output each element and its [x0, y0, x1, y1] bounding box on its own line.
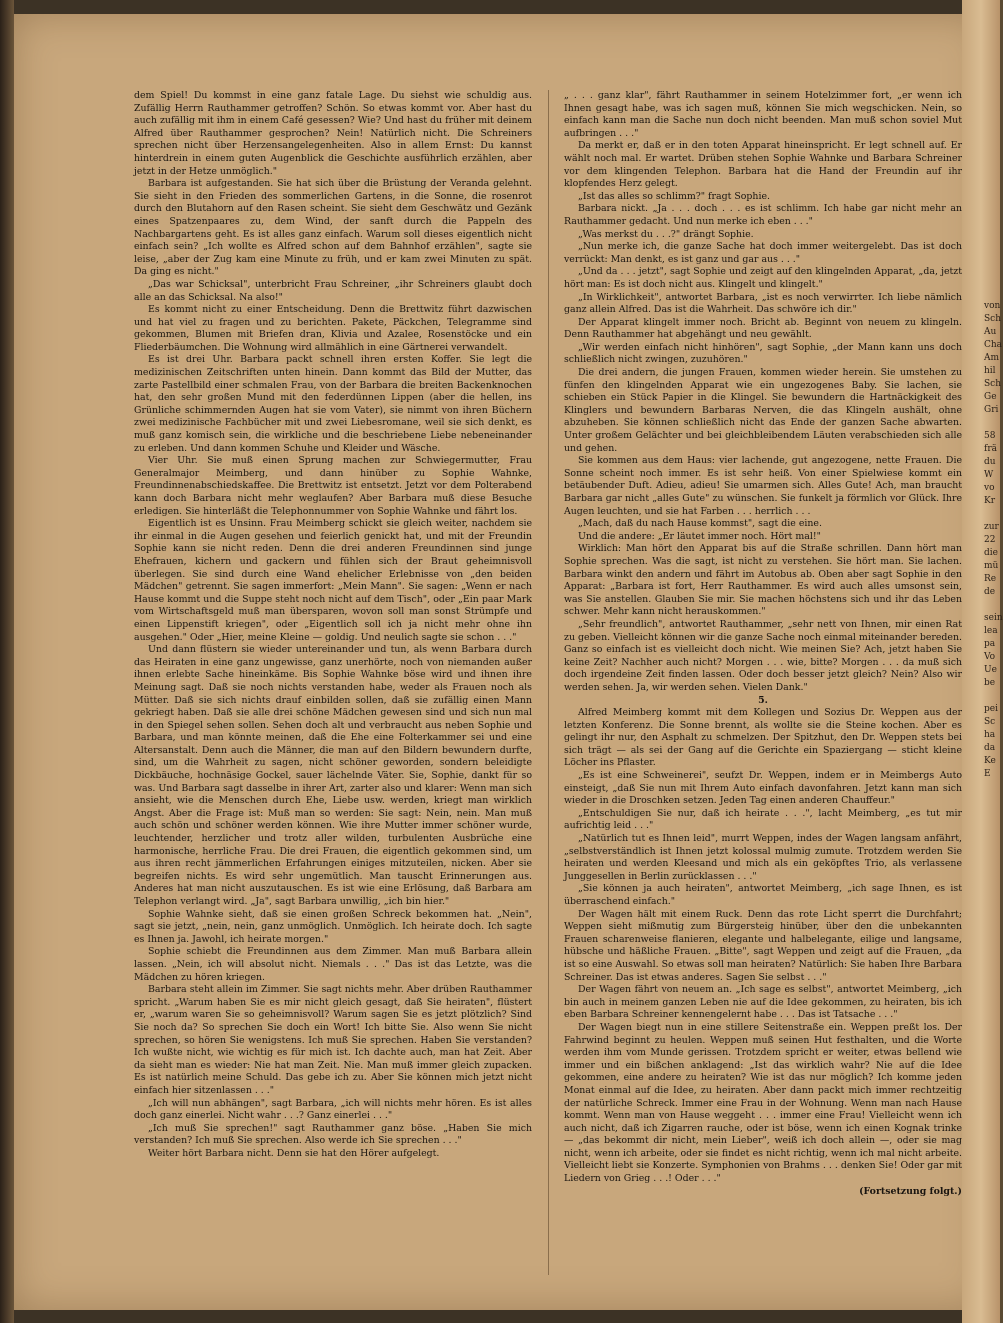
paragraph: „Was merkst du . . .?" drängt Sophie.	[578, 228, 754, 240]
paragraph: Sophie Wahnke sieht, daß sie einen großen Schreck bekommen hat. „Nein", sagt sie jetzt, „nein, nein, ganz unmöglich. Unmöglich. Ich heirate doch. Ich sagte es Ihnen ja. Jawohl, ich heirate morgen."	[134, 908, 532, 945]
section-number: 5.	[758, 694, 768, 706]
paragraph: „Es ist eine Schweinerei", seufzt Dr. Weppen, indem er in Meimbergs Auto einsteigt, „daß Sie nun mit Ihrem Auto einfach davonfahren. Jetzt kann man sich wieder in die Droschken setzen. Jeden Tag einen anderen Chauffeur."	[564, 770, 962, 807]
margin-fragment: de	[984, 587, 996, 597]
margin-fragment: sein	[984, 613, 1003, 623]
adjacent-page-text-fragments	[984, 300, 1003, 781]
margin-fragment	[984, 417, 1000, 430]
margin-fragment: Sc	[984, 717, 996, 727]
paragraph: „Wir werden einfach nicht hinhören", sagt Sophie, „der Mann kann uns doch schließlich nicht zwingen, zuzuhören."	[564, 341, 962, 366]
margin-fragment	[984, 599, 1000, 612]
paragraph: Es ist drei Uhr. Barbara packt schnell ihren ersten Koffer. Sie legt die medizinischen Zeitschriften unten hinein. Dann kommt das Bild der Mutter, das zarte Pastellbild einer schmalen Frau, von der Barbara die breiten Backenknochen hat, den sehr großen Mund mit den federdünnen Lippen (aber die hellen, ins Grünliche schimmernden Augen hat sie vom Vater), sie nimmt von ihren Büchern zwei medizinische Fachbücher mit und zwei Liebesromane, weil sie sich denkt, es muß ganz komisch sein, die wirkliche und die beschriebene Liebe nebeneinander zu erleben. Und dann kommen Schuhe und Kleider und Wäsche.	[134, 354, 532, 454]
paragraph: Der Apparat klingelt immer noch. Bricht ab. Beginnt von neuem zu klingeln. Denn Rauthammer hat abgehängt und neu gewählt.	[564, 316, 962, 341]
margin-fragment: Au	[984, 327, 997, 337]
paragraph: „Mach, daß du nach Hause kommst", sagt die eine.	[578, 518, 822, 530]
paragraph: „Nun merke ich, die ganze Sache hat doch immer weitergelebt. Das ist doch verrückt: Man denkt, es ist ganz und gar aus . . ."	[564, 241, 962, 265]
paragraph: Eigentlich ist es Unsinn. Frau Meimberg schickt sie gleich weiter, nachdem sie ihr einmal in die Augen gesehen und feierlich genickt hat, und mit der Freundin Sophie kann sie nicht reden. Denn die drei anderen Freundinnen sind junge Ehefrauen, kichern und gackern und fühlen sich der Braut geheimnisvoll überlegen. Sie sind durch eine Wand ehelicher Erlebnisse von „den beiden Mädchen" getrennt. Sie sagen immerfort: „Mein Mann". Sie sagen: „Wenn er nach Hause kommt und die Suppe steht noch nicht auf dem Tisch", oder „Ein paar Mark vom Wirtschaftsgeld muß man übersparen, wovon soll man sonst Strümpfe und einen Lippenstift kriegen", oder „Eigentlich soll ich ja nicht mehr ohne ihn ausgehen." Oder „Hier, meine Kleine — goldig. Und neulich sagte sie schon . . ."	[134, 518, 532, 643]
paragraph: Und die andere: „Er läutet immer noch. Hört mal!"	[578, 530, 821, 542]
paragraph: Der Wagen biegt nun in eine stillere Seitenstraße ein. Weppen preßt los. Der Fahrwind beginnt zu heulen. Weppen muß seinen Hut festhalten, und die Worte werden ihm vom Munde gerissen. Trotzdem spricht er weiter, etwas bellend wie immer und ein bißchen anklagend: „Ist das wirklich wahr? Nie auf die Idee gekommen, eine andere zu heiraten? Wie ist das nur möglich? Ich komme jeden Monat einmal auf die Idee, zu heiraten. Aber dann packt mich immer rechtzeitig der natürliche Schreck. Immer eine Frau in der Wohnung. Wenn man nach Hause kommt. Wenn man von Hause weggeht . . . immer eine Frau! Vielleicht wenn ich auch nicht, daß ich Zigarren rauche, oder ist böse, wenn ich einen Kognak trinke — „das bekommt dir nicht, mein Lieber", weiß ich doch allein —, oder sie mag nicht, wenn ich arbeite, oder sie findet es nicht richtig, wenn ich mal nicht arbeite. Vielleicht liebt sie Konzerte. Symphonien von Brahms . . . denken Sie! Oder gar mit Liedern von Grieg . . .! Oder . . ."	[564, 1021, 962, 1185]
paragraph: Weiter hört Barbara nicht. Denn sie hat den Hörer aufgelegt.	[148, 1147, 440, 1159]
continuation-note: (Fortsetzung folgt.)	[859, 1185, 962, 1197]
paragraph: Barbara steht allein im Zimmer. Sie sagt nichts mehr. Aber drüben Rauthammer spricht. „Warum haben Sie es mir nicht gleich gesagt, daß Sie heiraten", flüstert er, „warum waren Sie so geheimnisvoll? Warum sagen Sie es jetzt plötzlich? Sind Sie noch da? So sprechen Sie doch ein Wort! Ich bitte Sie. Also wenn Sie nicht sprechen, so hören Sie wenigstens. Ich muß Sie sprechen. Haben Sie verstanden? Ich wußte nicht, wie wichtig es für mich ist. Ich dachte auch, man hat Zeit. Aber da sieht man es wieder: Nie hat man Zeit. Nie. Man muß immer gleich zupacken. Es ist natürlich meine Schuld. Das gebe ich zu. Aber Sie können mich jetzt nicht einfach hier sitzenlassen . . ."	[134, 984, 532, 1096]
margin-fragment: da	[984, 743, 996, 753]
paragraph: Und dann flüstern sie wieder untereinander und tun, als wenn Barbara durch das Heiraten in eine ganz ungewisse, ganz unerhörte, noch von niemanden außer ihnen erlebte Sache hineinkäme. Bis Sophie Wahnke böse wird und ihnen ihre Meinung sagt. Daß sie noch nichts verstanden habe, weder als Frauen noch als Mütter. Daß sie sich nichts drauf einbilden sollen, daß sie zufällig einen Mann gekriegt haben. Daß sie alle drei schöne Mädchen gewesen sind und sich nun mal in den Spiegel sehen sollen. Sehen doch alt und verbraucht aus neben Sophie und Barbara, und man könnte meinen, daß die Ehe eine Folterkammer sei und eine Altersanstalt. Denn auch die Männer, die man auf den Bildern bewundern durfte, sind, um die Wahrheit zu sagen, nicht schöner geworden, sondern beleidigte Dickbäuche, hochnäsige Gockel, sauer lächelnde Väter. Sie, Sophie, dankt für so was. Und Barbara sagt dasselbe in ihrer Art, zarter also und klarer: Wenn man sich ansieht, wie die Menschen durch Ehe, Liebe usw. werden, kriegt man wirklich Angst. Aber die Frage ist: Muß man so werden: Sie sagt: Nein, nein. Man muß auch schön und schöner werden können. Wie ihre Mutter immer schöner wurde, leuchtender, herzlicher und trotz aller wilden, turbulenten Ausbrüche eine harmonische, herrliche Frau. Die drei Frauen, die eigentlich gekommen sind, um aus ihren recht jämmerlichen Erfahrungen einiges mitzuteilen, nicken. Aber sie begreifen nichts. Es wird sehr ungemütlich. Man tauscht Erinnerungen aus. Anderes hat man nicht auszutauschen. Es ist wie eine Erlösung, daß Barbara am Telephon verlangt wird. „Ja", sagt Barbara unwillig, „ich bin hier."	[134, 644, 532, 907]
margin-fragment: Ue	[984, 665, 997, 675]
paragraph: Sophie schiebt die Freundinnen aus dem Zimmer. Man muß Barbara allein lassen. „Nein, ich will absolut nicht. Niemals . . ." Das ist das Letzte, was die Mädchen zu hören kriegen.	[134, 946, 532, 983]
margin-fragment: du	[984, 457, 996, 467]
paragraph: „Sehr freundlich", antwortet Rauthammer, „sehr nett von Ihnen, mir einen Rat zu geben. Vielleicht können wir die ganze Sache noch einmal miteinander bereden. Ganz so einfach ist es vielleicht doch nicht. Wie meinen Sie? Ach, jetzt haben Sie keine Zeit? Nachher auch nicht? Morgen . . . wie, bitte? Morgen . . . da muß sich doch irgendeine Zeit finden lassen. Oder doch besser jetzt gleich? Nein? Also wir werden sehen. Ja, wir werden sehen. Vielen Dank."	[564, 618, 962, 693]
margin-fragment: vo	[984, 483, 995, 493]
paragraph: Die drei andern, die jungen Frauen, kommen wieder herein. Sie umstehen zu fünfen den klingelnden Apparat wie ein ungezogenes Baby. Sie lachen, sie schieben ein Stück Papier in die Klingel. Sie bewundern die Hartnäckigkeit des Klinglers und bewundern Barbaras Nerven, die das Klingeln aushält, ohne abzuheben. Sie können schließlich nicht das Ende der ganzen Sache abwarten. Unter großem Gelächter und bei gleichbleibendem Läuten verabschieden sich alle und gehen.	[564, 367, 962, 454]
margin-fragment: W	[984, 470, 994, 480]
paragraph: „Ich muß Sie sprechen!" sagt Rauthammer ganz böse. „Haben Sie mich verstanden? Ich muß Sie sprechen. Also werde ich Sie sprechen . . ."	[134, 1122, 532, 1147]
paragraph: Der Wagen fährt von neuem an. „Ich sage es selbst", antwortet Meimberg, „ich bin auch in meinem ganzen Leben nie auf die Idee gekommen, zu heiraten, bis ich eben Barbara Schreiner kennengelernt habe . . . Das ist Tatsache . . ."	[564, 984, 962, 1021]
paragraph: „Sie können ja auch heiraten", antwortet Meimberg, „ich sage Ihnen, es ist überraschend einfach."	[564, 883, 962, 907]
paragraph: Vier Uhr. Sie muß einen Sprung machen zur Schwiegermutter, Frau Generalmajor Meimberg, und dann hinüber zu Sophie Wahnke, Freundinnenabschiedskaffee. Die Brettwitz ist entsetzt. Jetzt vor dem Polterabend kann doch Barbara nicht mehr weglaufen? Aber Barbara muß diese Besuche erledigen. Sie hinterläßt die Telephonnummer von Sophie Wahnke und fährt los.	[134, 455, 532, 517]
margin-fragment: Cha	[984, 340, 1003, 350]
margin-fragment: Sch	[984, 379, 1002, 389]
margin-fragment: E	[984, 769, 991, 779]
margin-fragment: Gri	[984, 405, 999, 415]
paragraph: „Natürlich tut es Ihnen leid", murrt Weppen, indes der Wagen langsam anfährt, „selbstverständlich ist Ihnen jetzt kolossal mulmig zumute. Trotzdem werden Sie heiraten und werden Kleesand und mich als ein geköpftes Trio, als verlassene Junggesellen in Berlin zurücklassen . . ."	[564, 833, 962, 882]
paragraph: Barbara ist aufgestanden. Sie hat sich über die Brüstung der Veranda gelehnt. Sie sieht in den Frieden des sommerlichen Gartens, in die Sonne, die rosenrot durch den Blutahorn auf den Rasen scheint. Sie sieht dem Geschwätz und Gezänk eines Spatzenpaares zu, dem Wind, der sanft durch die Pappeln des Nachbargartens geht. Es ist alles ganz einfach. Warum soll dieses eigentlich nicht einfach sein? „Ich wollte es Alfred schon auf dem Bahnhof erzählen", sagte sie leise, „aber der Zug kam eine Minute zu früh, und er kam zwei Minuten zu spät. Da ging es nicht."	[134, 178, 532, 278]
paragraph: „ . . . ganz klar", fährt Rauthammer in seinem Hotelzimmer fort, „er wenn ich Ihnen gesagt habe, was ich sagen muß, können Sie mich wegschicken. Nein, so einfach kann man die Sache nun doch nicht beenden. Man muß schon soviel Mut aufbringen . . ."	[564, 90, 962, 139]
paragraph: „Ich will nun abhängen", sagt Barbara, „ich will nichts mehr hören. Es ist alles doch ganz einerlei. Nicht wahr . . .? Ganz einerlei . . ."	[134, 1097, 532, 1122]
paragraph: Alfred Meimberg kommt mit dem Kollegen und Sozius Dr. Weppen aus der letzten Konferenz. Die Sonne brennt, als wollte sie die Steine kochen. Aber es gelingt ihr nur, den Asphalt zu schmelzen. Der Spitzhut, den Dr. Weppen stets bei sich trägt — als sei der Gang auf die Gerichte ein Spaziergang — sticht kleine Löcher ins Pflaster.	[564, 707, 962, 769]
margin-fragment	[984, 690, 1000, 703]
margin-fragment: Vo	[984, 652, 996, 662]
margin-fragment: ha	[984, 730, 996, 740]
paragraph: dem Spiel! Du kommst in eine ganz fatale Lage. Du siehst wie schuldig aus. Zufällig Herrn Rauthammer getroffen? Schön. So etwas kommt vor. Aber hast du auch zufällig mit ihm in einem Café gesessen? Wie? Und hast du früher mit deinem Alfred über Rauthammer gesprochen? Nein! Natürlich nicht. Die Schreiners sprechen nicht über Herzensangelegenheiten. Also in allem Ernst: Du kannst hinterdrein in einem guten Augenblick die Geschichte ausführlich erzählen, aber jetzt in der Hetze unmöglich."	[134, 90, 532, 177]
paragraph: Sie kommen aus dem Haus: vier lachende, gut angezogene, nette Frauen. Die Sonne scheint noch immer. Es ist sehr heiß. Von einer Spielwiese kommt ein betäubender Duft. Adieu, adieu! Sie umarmen sich. Alles Gute! Ach, man braucht Barbara gar nicht „alles Gute" zu wünschen. Sie funkelt ja förmlich vor Glück. Ihre Augen leuchten, und sie hat Farben . . . herrlich . . .	[564, 455, 962, 517]
margin-fragment: lea	[984, 626, 998, 636]
margin-fragment: 22	[984, 535, 996, 545]
margin-fragment: Am	[984, 353, 1000, 363]
margin-fragment: be	[984, 678, 996, 688]
paragraph: „Und da . . . jetzt", sagt Sophie und zeigt auf den klingelnden Apparat, „da, jetzt hört man: Es ist doch nicht aus. Klingelt und klingelt."	[564, 266, 962, 290]
paragraph: Es kommt nicht zu einer Entscheidung. Denn die Brettwitz führt dazwischen und hat viel zu fragen und zu berichten. Pakete, Päckchen, Telegramme sind gekommen, Blumen mit Briefen dran, Klivia und Azalee, Rosenstöcke und ein Fliederbäumchen. Die Wohnung wird allmählich in eine Gärtnerei verwandelt.	[134, 304, 532, 353]
book-binding	[0, 0, 14, 1323]
margin-fragment: pei	[984, 704, 998, 714]
paragraph: „Das war Schicksal", unterbricht Frau Schreiner, „ihr Schreiners glaubt doch alle an das Schicksal. Na also!"	[134, 278, 532, 303]
margin-fragment: die	[984, 548, 998, 558]
margin-fragment: Kr	[984, 496, 996, 506]
paragraph: Barbara nickt. „Ja . . . doch . . . es ist schlimm. Ich habe gar nicht mehr an Rauthammer gedacht. Und nun merke ich eben . . ."	[564, 203, 962, 227]
margin-fragment: zur	[984, 522, 999, 532]
margin-fragment: Ke	[984, 756, 996, 766]
paragraph: „Ist das alles so schlimm?" fragt Sophie.	[578, 190, 770, 202]
paragraph: „Entschuldigen Sie nur, daß ich heirate . . .", lacht Meimberg, „es tut mir aufrichtig leid . . ."	[564, 807, 962, 832]
margin-fragment: hil	[984, 366, 996, 376]
column-divider	[548, 90, 549, 1275]
margin-fragment: pa	[984, 639, 996, 649]
margin-fragment: frä	[984, 444, 997, 454]
margin-fragment: Ge	[984, 392, 997, 402]
margin-fragment	[984, 508, 1000, 521]
margin-fragment: von	[984, 301, 1001, 311]
margin-fragment: Sch	[984, 314, 1002, 324]
margin-fragment: Re	[984, 574, 997, 584]
paragraph: Da merkt er, daß er in den toten Apparat hineinspricht. Er legt schnell auf. Er wählt noch mal. Er wartet. Drüben stehen Sophie Wahnke und Barbara Schreiner vor dem klingenden Telephon. Barbara hat die Hand der Freundin auf ihr klopfendes Herz gelegt.	[564, 140, 962, 190]
paragraph: Der Wagen hält mit einem Ruck. Denn das rote Licht sperrt die Durchfahrt; Weppen sieht mißmutig zum Bürgersteig hinüber, über den die unbekannten Frauen scharenweise flanieren, elegante und halbelegante, eilige und langsame, hübsche und häßliche Frauen. „Bitte", sagt Weppen und zeigt auf die Frauen, „da ist so eine Auswahl. So etwas soll man heiraten? Natürlich: Sie haben Ihre Barbara Schreiner. Das ist etwas anderes. Sagen Sie selbst . . ."	[564, 908, 962, 983]
left-text-column	[134, 90, 532, 1160]
paragraph: Wirklich: Man hört den Apparat bis auf die Straße schrillen. Dann hört man Sophie sprechen. Was die sagt, ist nicht zu verstehen. Sie hört man. Sie lachen. Barbara winkt den andern und fährt im Autobus ab. Oben aber sagt Sophie in den Apparat: „Barbara ist fort, Herr Rauthammer. Es wird auch alles umsonst sein, was Sie anstellen. Glauben Sie mir. Sie machen höchstens sich und ihr das Leben schwer. Mehr kann nicht herauskommen."	[564, 543, 962, 618]
right-text-column	[564, 90, 962, 1198]
margin-fragment: mü	[984, 561, 999, 571]
paragraph: „In Wirklichkeit", antwortet Barbara, „ist es noch verwirrter. Ich liebe nämlich ganz allein Alfred. Das ist die Wahrheit. Das schwöre ich dir."	[564, 291, 962, 316]
margin-fragment: 58	[984, 431, 996, 441]
